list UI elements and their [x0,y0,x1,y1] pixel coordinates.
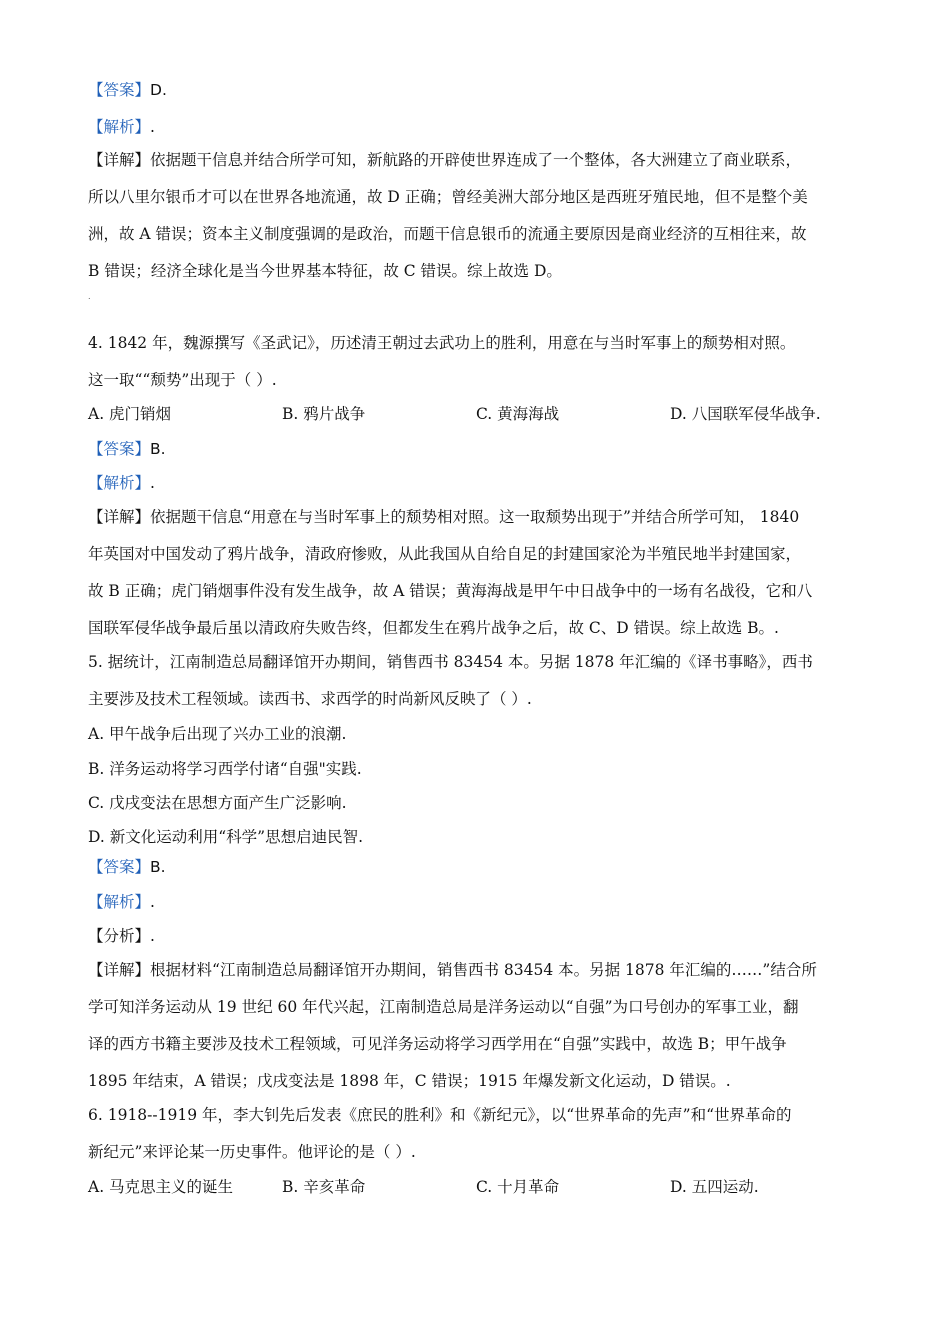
q4-detail-line [88,507,862,527]
q5-analysis [88,892,862,912]
q5-answer [88,857,862,877]
q5-option-d: D. 新文化运动利用“科学”思想启迪民智. [88,828,364,846]
answer-value: D. [150,81,167,99]
q5-option-b: B. 洋务运动将学习西学付诸“自强"实践. [88,760,362,778]
q3-answer [88,80,862,100]
q4-answer [88,439,862,459]
q4-option-b: B. 鸦片战争 [282,405,366,423]
q4-stem-line: 4. 1842 年，魏源撰写《圣武记》，历述清王朝过去武功上的胜利，用意在与当时军事上的颓势相对照。 [88,334,796,352]
q5-option-a: A. 甲午战争后出现了兴办工业的浪潮. [88,725,347,743]
analysis-value: . [150,474,155,492]
q4-analysis [88,473,862,493]
detail-tag: 【详解】 [88,961,151,979]
detail-text: 根据材料“江南制造总局翻译馆开办期间，销售西书 83454 本。另据 1878 年汇编的……”结合所 [150,961,817,979]
detail-tag: 【详解】 [88,508,151,526]
q6-option-c: C. 十月革命 [476,1178,560,1196]
q4-stem-line: 这一取““颓势”出现于（ ）. [88,371,277,389]
q4-detail-line: 国联军侵华战争最后虽以清政府失败告终，但都发生在鸦片战争之后，故 C、D 错误。综上故选 B。. [88,619,779,637]
q4-option-d: D. 八国联军侵华战争. [670,405,821,423]
end-mark: . [88,292,91,301]
q3-detail-line: 洲，故 A 错误；资本主义制度强调的是政治，而题干信息银币的流通主要原因是商业经济的互相往来，故 [88,225,807,243]
answer-tag: 【答案】 [88,81,151,99]
q6-stem-line: 6. 1918--1919 年，李大钊先后发表《庶民的胜利》和《新纪元》，以“世界革命的先声”和“世界革命的 [88,1106,792,1124]
analysis-value: . [150,118,155,136]
analysis-tag: 【解析】 [88,474,151,492]
q5-detail-line: 学可知洋务运动从 19 世纪 60 年代兴起，江南制造总局是洋务运动以“自强”为口号创办的军事工业，翻 [88,998,799,1016]
fenxi-tag: 【分析】 [88,927,151,945]
q5-detail-line [88,960,862,980]
q5-stem-line: 5. 据统计，江南制造总局翻译馆开办期间，销售西书 83454 本。另据 1878 年汇编的《译书事略》，西书 [88,653,813,671]
fenxi-value: . [150,927,155,945]
detail-text: 依据题干信息并结合所学可知，新航路的开辟使世界连成了一个整体，各大洲建立了商业联系， [150,151,802,169]
q5-option-c: C. 戊戌变法在思想方面产生广泛影响. [88,794,347,812]
q5-detail-line: 译的西方书籍主要涉及技术工程领域，可见洋务运动将学习西学用在“自强”实践中，故选 B；甲午战争 [88,1035,787,1053]
q6-option-d: D. 五四运动. [670,1178,759,1196]
answer-value: B. [150,858,166,876]
q6-option-b: B. 辛亥革命 [282,1178,366,1196]
answer-value: B. [150,440,166,458]
q6-option-a: A. 马克思主义的诞生 [88,1178,234,1196]
q4-option-c: C. 黄海海战 [476,405,560,423]
q5-fenxi [88,926,862,946]
analysis-tag: 【解析】 [88,893,151,911]
answer-tag: 【答案】 [88,440,151,458]
q5-detail-line: 1895 年结束，A 错误；戊戌变法是 1898 年，C 错误；1915 年爆发新文化运动，D 错误。. [88,1072,731,1090]
q3-detail-line: 所以八里尔银币才可以在世界各地流通，故 D 正确；曾经美洲大部分地区是西班牙殖民地，但不是整个美 [88,188,808,206]
q3-detail-line: B 错误；经济全球化是当今世界基本特征，故 C 错误。综上故选 D。 [88,262,562,280]
q6-stem-line: 新纪元”来评论某一历史事件。他评论的是（ ）. [88,1143,416,1161]
q4-detail-line: 故 B 正确；虎门销烟事件没有发生战争，故 A 错误；黄海海战是甲午中日战争中的一场有名战役，它和八 [88,582,813,600]
analysis-tag: 【解析】 [88,118,151,136]
q3-analysis [88,117,862,137]
answer-tag: 【答案】 [88,858,151,876]
q4-detail-line: 年英国对中国发动了鸦片战争，清政府惨败，从此我国从自给自足的封建国家沦为半殖民地半封建国家， [88,545,802,563]
q4-option-a: A. 虎门销烟 [88,405,172,423]
detail-tag: 【详解】 [88,151,151,169]
q3-detail-line [88,150,862,170]
detail-text: 依据题干信息“用意在与当时军事上的颓势相对照。这一取颓势出现于”并结合所学可知， 1840 [150,508,800,526]
q5-stem-line: 主要涉及技术工程领域。读西书、求西学的时尚新风反映了（ ）. [88,690,532,708]
analysis-value: . [150,893,155,911]
